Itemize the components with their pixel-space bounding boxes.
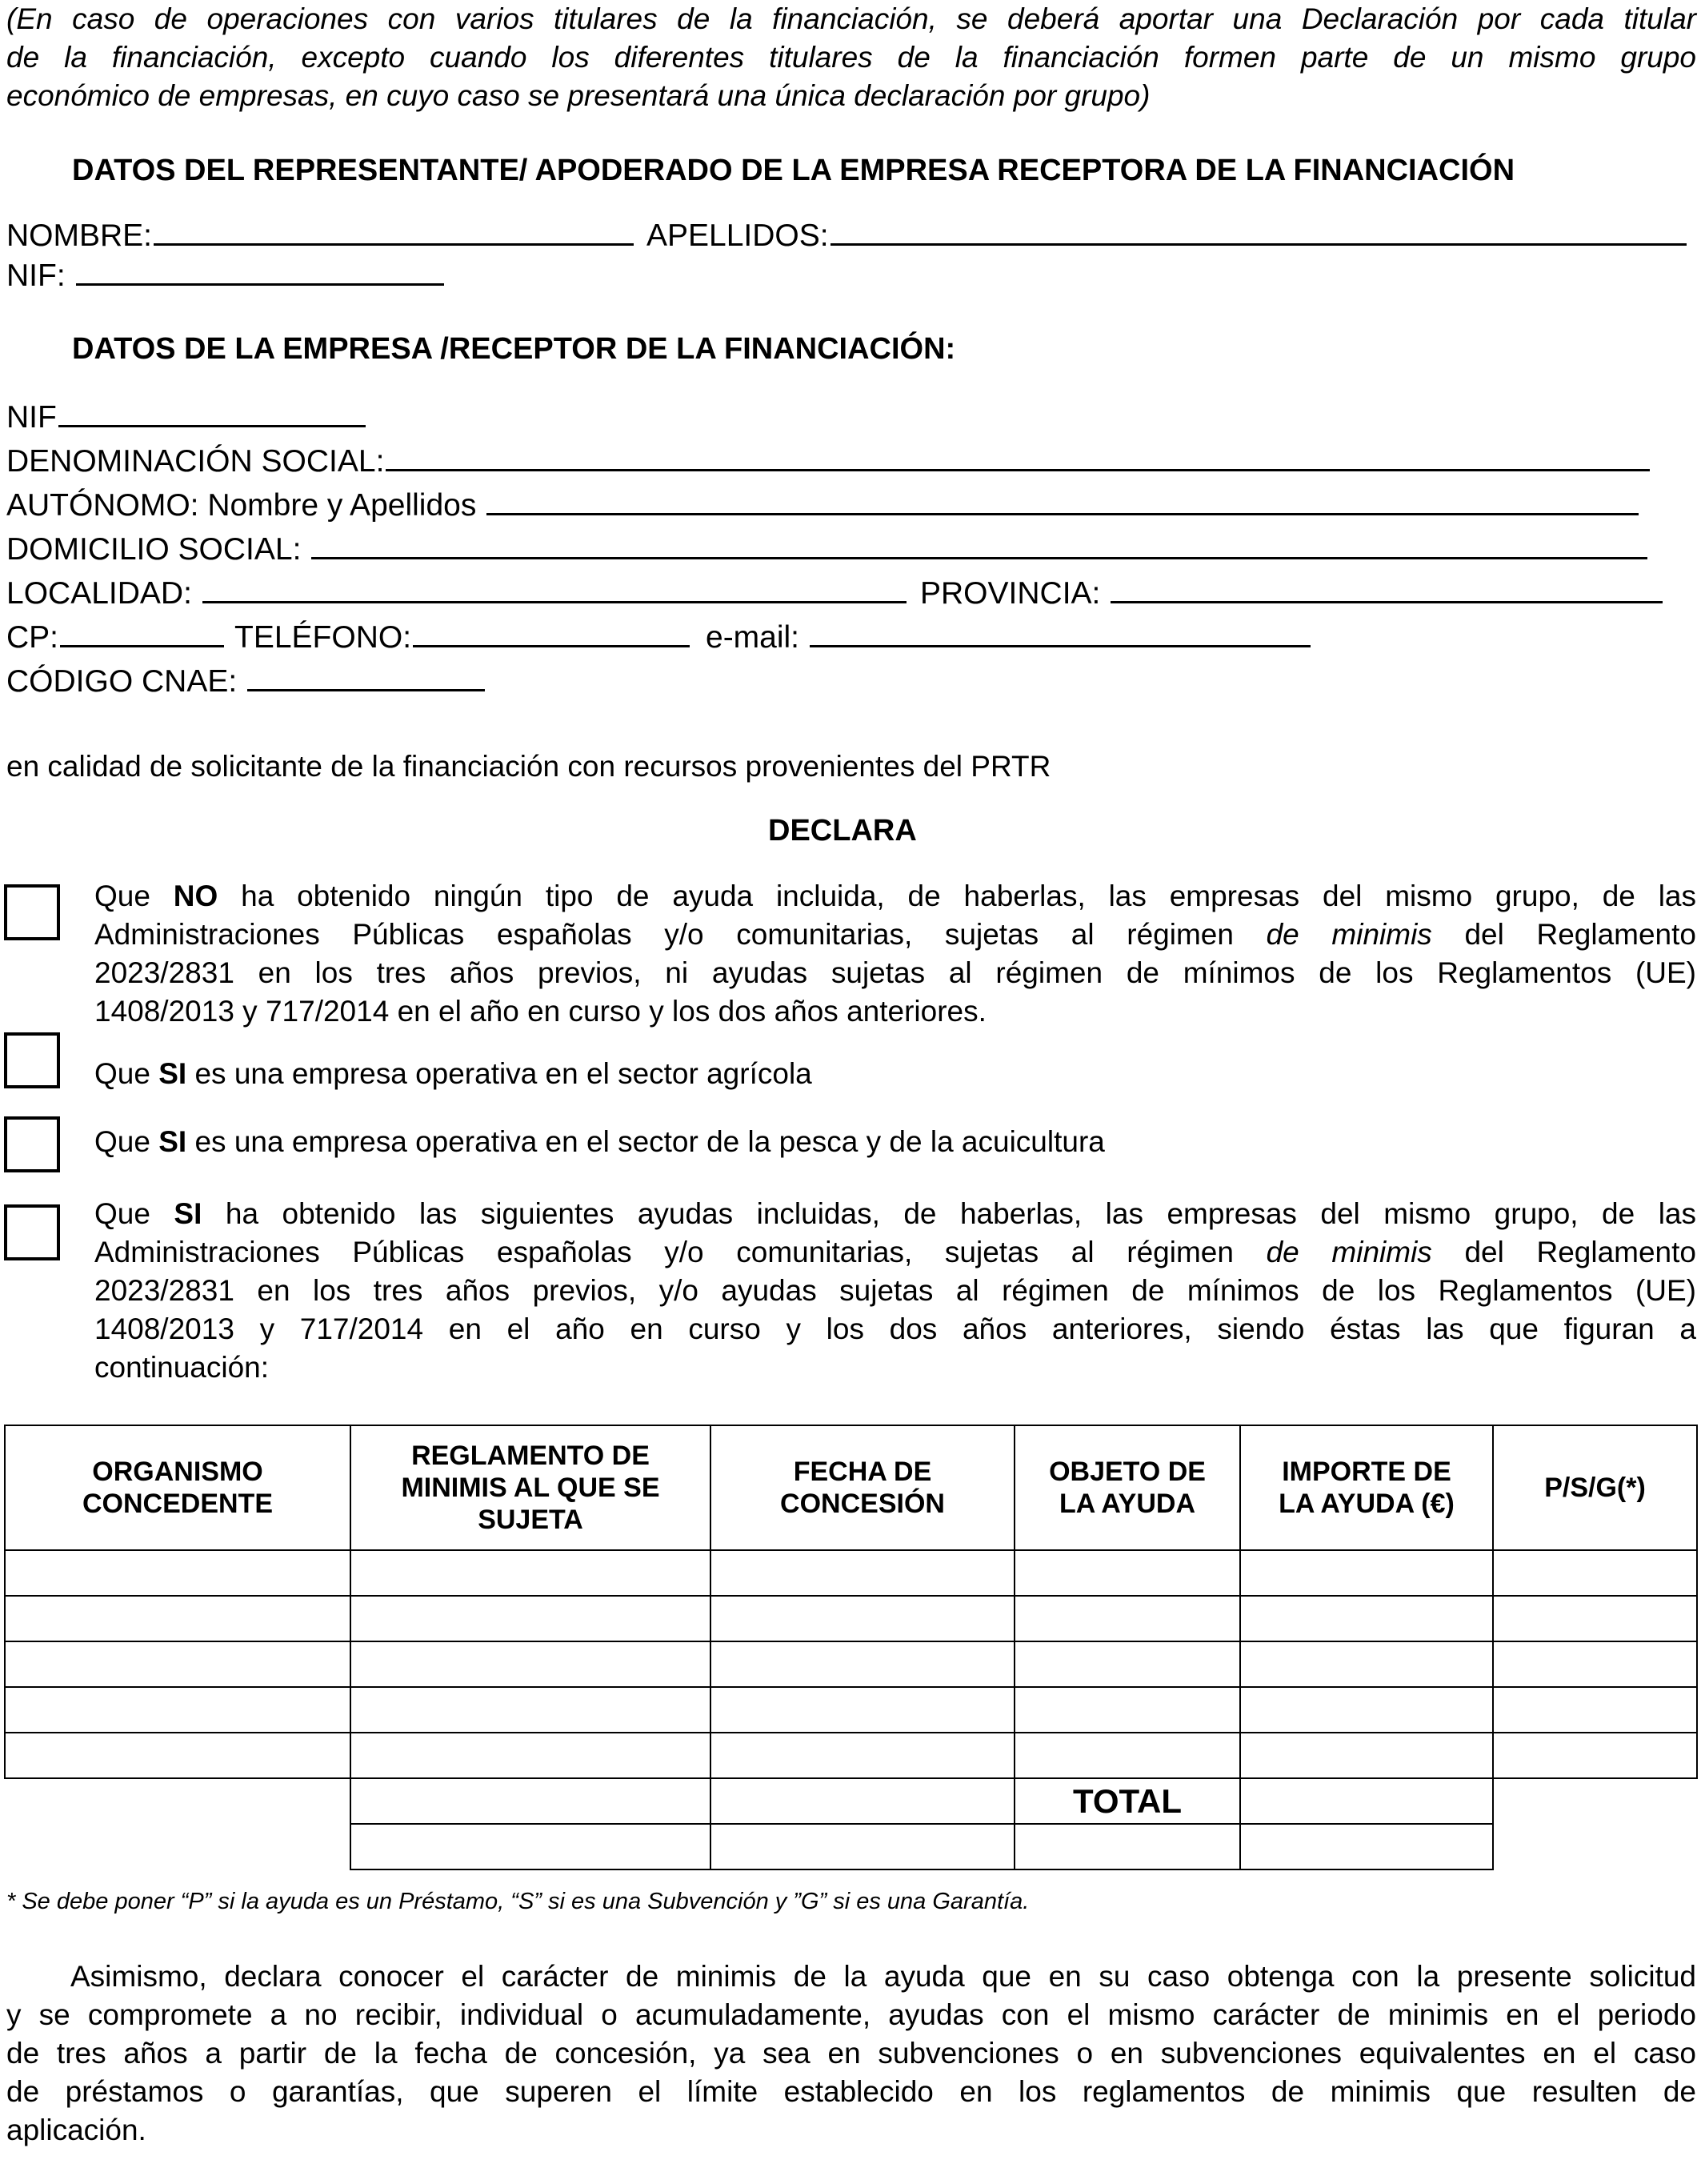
rep-nif-field[interactable] [6, 258, 444, 294]
company-nif-field[interactable] [6, 400, 366, 435]
option-no-aid-text: Que NO ha obtenido ningún tipo de ayuda incluida, de haberlas, las empresas del mismo grupo, de las Administraciones Públicas españolas y/o comunitarias, sujetas al régimen de minimis del Reglamento 2023/2831 en los tres años previos, ni ayudas sujetas al régimen de mínimos de los Reglamentos (UE) 1408/2013 y 717/2014 en el año en curso y los dos años anteriores. [94, 880, 1697, 1028]
company-nif-label: NIF [6, 400, 57, 435]
table-row[interactable] [5, 1596, 1697, 1641]
email-input-line[interactable] [810, 621, 1311, 647]
denominacion-label: DENOMINACIÓN SOCIAL: [6, 444, 385, 479]
col-importe: IMPORTE DE LA AYUDA (€) [1240, 1425, 1493, 1550]
col-reglamento: REGLAMENTO DE MINIMIS AL QUE SE SUJETA [350, 1425, 710, 1550]
closing-line: de tres años a partir de la fecha de concesión, ya sea en subvenciones o en subvenciones equivalentes en el caso [6, 2037, 1696, 2070]
nombre-label: NOMBRE: [6, 218, 153, 253]
provincia-label: PROVINCIA: [920, 576, 1101, 611]
option-pesca-checkbox[interactable] [4, 1116, 60, 1172]
cnae-input-line[interactable] [247, 665, 485, 691]
declara-heading: DECLARA [768, 814, 917, 848]
option-si-aid-text: Que SI ha obtenido las siguientes ayudas incluidas, de haberlas, las empresas del mismo grupo, de las Administraciones Públicas españolas y/o comunitarias, sujetas al régimen de minimis del Reglamento 2023/2831 en los tres años previos, y/o ayudas sujetas al régimen de mínimos de los Reglamentos (UE) 1408/2013 y 717/2014 en el año en curso y los dos años anteriores, siendo éstas las que figuran a continuación: [94, 1197, 1696, 1384]
telefono-field[interactable] [234, 620, 690, 655]
autonomo-label: AUTÓNOMO: Nombre y Apellidos [6, 488, 477, 523]
intro-line: económico de empresas, en cuyo caso se presentará una única declaración por grupo) [6, 79, 1151, 112]
domicilio-label: DOMICILIO SOCIAL: [6, 532, 302, 567]
table-row[interactable] [5, 1733, 1697, 1778]
intro-paragraph [6, 0, 1696, 115]
cp-label: CP: [6, 620, 59, 655]
apellidos-label: APELLIDOS: [646, 218, 829, 253]
domicilio-field[interactable] [6, 532, 1647, 567]
email-label: e-mail: [706, 620, 800, 655]
company-heading: DATOS DE LA EMPRESA /RECEPTOR DE LA FINANCIACIÓN: [72, 332, 956, 366]
autonomo-field[interactable] [6, 488, 1639, 523]
nombre-input-line[interactable] [154, 219, 634, 246]
table-total-extra-row [5, 1824, 1697, 1869]
telefono-label: TELÉFONO: [234, 620, 412, 655]
col-psg: P/S/G(*) [1493, 1425, 1697, 1550]
option-agricola-checkbox[interactable] [4, 1032, 60, 1088]
cp-input-line[interactable] [60, 621, 224, 647]
closing-line: y se compromete a no recibir, individual o acumuladamente, ayudas con el mismo carácter de minimis en el periodo [6, 1998, 1696, 2031]
table-header-row [5, 1425, 1697, 1550]
col-fecha: FECHA DE CONCESIÓN [710, 1425, 1015, 1550]
representative-heading: DATOS DEL REPRESENTANTE/ APODERADO DE LA EMPRESA RECEPTORA DE LA FINANCIACIÓN [72, 154, 1515, 187]
apellidos-input-line[interactable] [830, 219, 1687, 246]
total-label: TOTAL [1015, 1778, 1240, 1824]
intro-line: de la financiación, excepto cuando los diferentes titulares de la financiación formen parte de un mismo grupo [6, 41, 1696, 74]
localidad-input-line[interactable] [202, 577, 907, 603]
closing-line: Asimismo, declara conocer el carácter de minimis de la ayuda que en su caso obtenga con la presente solicitud [70, 1960, 1696, 1993]
autonomo-input-line[interactable] [486, 489, 1639, 515]
table-row[interactable] [5, 1550, 1697, 1596]
closing-line: aplicación. [6, 2114, 146, 2146]
domicilio-input-line[interactable] [311, 533, 1647, 559]
cnae-field[interactable] [6, 664, 485, 699]
rep-nif-label: NIF: [6, 258, 66, 293]
provincia-field[interactable] [920, 576, 1663, 611]
company-nif-input-line[interactable] [58, 401, 366, 427]
cp-field[interactable] [6, 620, 224, 655]
closing-paragraph [6, 1958, 1696, 2150]
capacity-text: en calidad de solicitante de la financiación con recursos provenientes del PRTR [6, 750, 1051, 783]
option-si-aid-checkbox[interactable] [4, 1204, 60, 1260]
table-row[interactable] [5, 1687, 1697, 1733]
intro-line: (En caso de operaciones con varios titulares de la financiación, se deberá aportar una Declaración por cada titular [6, 2, 1696, 35]
footnote: * Se debe poner “P” si la ayuda es un Préstamo, “S” si es una Subvención y ”G” si es una Garantía. [6, 1889, 1030, 1914]
denominacion-input-line[interactable] [386, 445, 1650, 471]
table-row[interactable] [5, 1641, 1697, 1687]
provincia-input-line[interactable] [1111, 577, 1663, 603]
col-objeto: OBJETO DE LA AYUDA [1015, 1425, 1240, 1550]
denominacion-field[interactable] [6, 444, 1650, 479]
closing-line: de préstamos o garantías, que superen el límite establecido en los reglamentos de minimis que resulten de [6, 2075, 1696, 2108]
option-no-aid-checkbox[interactable] [4, 884, 60, 940]
localidad-field[interactable] [6, 576, 907, 611]
option-pesca-text: Que SI es una empresa operativa en el sector de la pesca y de la acuicultura [94, 1125, 1105, 1158]
telefono-input-line[interactable] [413, 621, 690, 647]
email-field[interactable] [706, 620, 1311, 655]
table-total-row [5, 1778, 1697, 1824]
option-agricola-text: Que SI es una empresa operativa en el sector agrícola [94, 1057, 812, 1090]
apellidos-field[interactable] [646, 218, 1687, 254]
cnae-label: CÓDIGO CNAE: [6, 664, 238, 699]
localidad-label: LOCALIDAD: [6, 576, 192, 611]
col-organismo: ORGANISMO CONCEDENTE [5, 1425, 350, 1550]
nombre-field[interactable] [6, 218, 634, 254]
rep-nif-input-line[interactable] [76, 259, 444, 286]
aid-table [4, 1425, 1698, 1870]
